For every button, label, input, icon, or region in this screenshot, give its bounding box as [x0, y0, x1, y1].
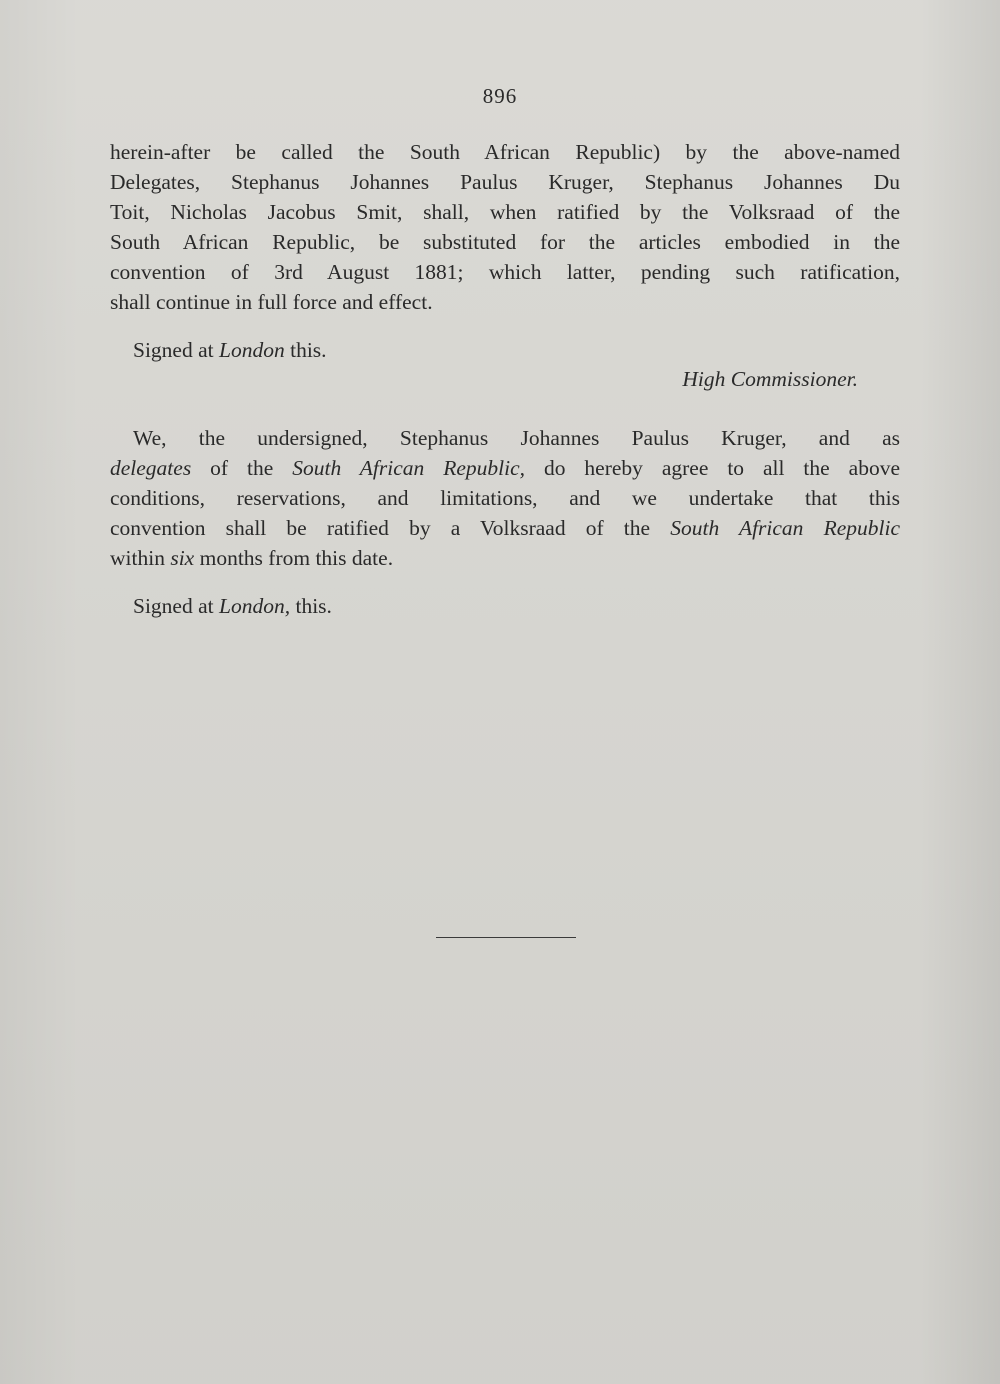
text-line: South African Republic, be substituted for the articles embodied in the	[110, 230, 900, 254]
text-fragment: of the	[191, 456, 293, 480]
italic-text: six	[170, 546, 195, 570]
signed-suffix: this.	[290, 594, 332, 618]
page-number: 896	[482, 84, 518, 108]
text-line	[110, 513, 900, 543]
text-line: convention of 3rd August 1881; which latter, pending such ratification,	[110, 260, 900, 284]
paragraph-delegates-agreement	[110, 423, 900, 573]
signed-at-london-2	[133, 591, 332, 621]
signed-place: London	[219, 338, 285, 362]
signed-at-london-1	[133, 335, 327, 365]
signed-prefix: Signed at	[133, 338, 219, 362]
signed-suffix: this.	[284, 338, 327, 362]
signed-prefix: Signed at	[133, 594, 219, 618]
text-fragment: months from this date.	[194, 546, 394, 570]
italic-text: South African Republic,	[292, 456, 525, 480]
signed-place: London,	[219, 594, 291, 618]
text-line: We, the undersigned, Stephanus Johannes Paulus Kruger, and as	[133, 426, 900, 450]
text-fragment: convention shall be ratified by a Volksraad of the	[110, 516, 671, 540]
text-line: herein-after be called the South African Republic) by the above-named	[110, 140, 900, 164]
text-line: shall continue in full force and effect.	[110, 290, 433, 314]
text-line: Delegates, Stephanus Johannes Paulus Kruger, Stephanus Johannes Du	[110, 170, 900, 194]
text-line	[110, 453, 900, 483]
text-fragment: do hereby agree to all the above	[525, 456, 900, 480]
text-fragment: within	[110, 546, 171, 570]
paragraph-convention-terms	[110, 137, 900, 317]
text-line	[110, 543, 900, 573]
italic-text: South African Republic	[670, 516, 900, 540]
text-line: Toit, Nicholas Jacobus Smit, shall, when ratified by the Volksraad of the	[110, 200, 900, 224]
section-divider-rule	[436, 937, 576, 938]
italic-text: delegates	[110, 456, 192, 480]
signatory-title: High Commissioner.	[682, 367, 858, 391]
text-line: conditions, reservations, and limitations, and we undertake that this	[110, 486, 900, 510]
